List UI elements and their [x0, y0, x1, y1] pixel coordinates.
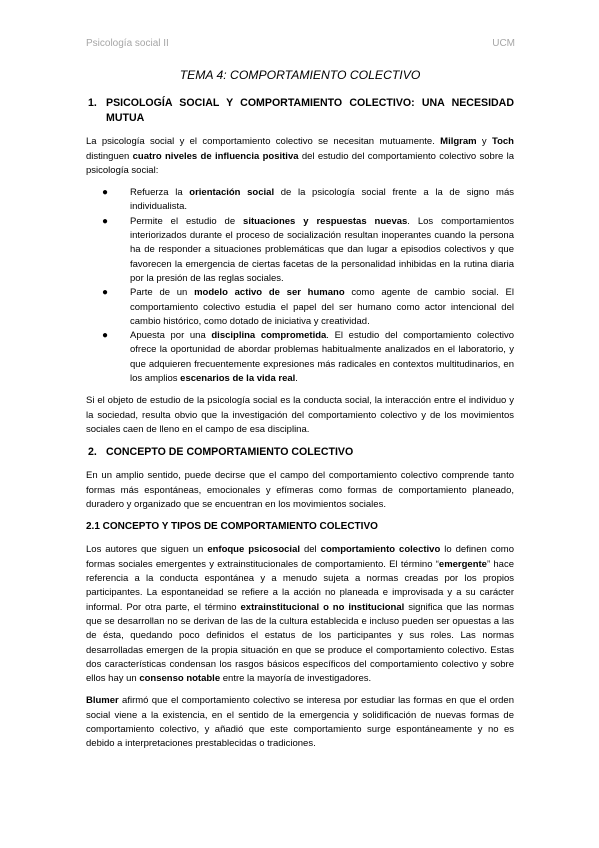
text-run: distinguen	[86, 150, 133, 162]
header-course-name: Psicología social II	[86, 38, 169, 49]
bullet-icon: ●	[102, 287, 109, 299]
key-term: cuatro niveles de influencia positiva	[132, 150, 299, 162]
section-2-heading	[86, 445, 514, 460]
text-run: Refuerza la	[130, 187, 190, 199]
text-run: afirmó que el comportamiento colectivo se interesa por estudiar las formas en que el orden social viene a la existencia, en el sentido de la emergencia y solidificación de nuevas formas de comportamiento colectivo, y añadió que este comportamiento surge espontáneamente y no es debido a interpretaciones prestablecidas o tradiciones.	[86, 695, 514, 750]
key-term: disciplina comprometida	[211, 330, 327, 342]
text-run: del	[300, 544, 321, 556]
key-term: consenso notable	[139, 673, 221, 685]
section-2-1-paragraph-2	[86, 694, 514, 751]
list-item	[86, 186, 514, 215]
text-run: y	[476, 136, 492, 148]
author-milgram: Milgram	[440, 136, 477, 148]
section-1-title: PSICOLOGÍA SOCIAL Y COMPORTAMIENTO COLECTIVO: UNA NECESIDAD MUTUA	[106, 97, 514, 125]
text-run: .	[295, 373, 298, 385]
list-item	[86, 215, 514, 286]
key-term: escenarios de la vida real	[180, 373, 296, 385]
text-run: . Los comportamientos interiorizados durante el proceso de socialización resultan inoperantes cuando la persona ha de responder a situaciones problemáticas que dan lugar a episodios colectivos y que favorecen la emergencia de ciertas facetas de la personalidad inhibidas en la rutina diaria por la presión de las reglas sociales.	[130, 215, 514, 284]
key-term: emergente	[438, 558, 487, 570]
text-run: ” hace referencia a la conducta espontánea y a menudo sujeta a normas creadas por los propios participantes. La espontaneidad se refiere a la acción no planeada e improvisada y a su carácter informal. Por otra parte, el término	[86, 558, 514, 613]
key-term: orientación social	[189, 187, 275, 199]
key-term: modelo activo de ser humano	[194, 287, 345, 299]
list-item	[86, 329, 514, 386]
key-term: extrainstitucional o no institucional	[240, 601, 405, 613]
text-run: Apuesta por una	[130, 330, 212, 342]
section-1-heading	[86, 96, 514, 126]
header-university: UCM	[492, 38, 515, 49]
text-run: del estudio del comportamiento colectivo sobre la psicología social:	[86, 150, 514, 176]
page-title: TEMA 4: COMPORTAMIENTO COLECTIVO	[179, 68, 421, 82]
text-run: como agente de cambio social. El comportamiento colectivo estudia el papel del ser humano como actor intencional del cambio histórico, como dotado de iniciativa y creatividad.	[130, 287, 514, 327]
bullet-icon: ●	[102, 215, 109, 227]
text-run: de la psicología social frente a la de signo más individualista.	[130, 187, 514, 213]
text-run: La psicología social y el comportamiento colectivo se necesitan mutuamente.	[86, 136, 441, 148]
document-body	[86, 68, 514, 760]
key-term: situaciones y respuestas nuevas	[243, 215, 408, 227]
section-1-number: 1.	[88, 97, 97, 110]
author-toch: Toch	[492, 136, 514, 148]
section-2-paragraph: En un amplio sentido, puede decirse que el campo del comportamiento colectivo comprende tanto formas más espontáneas, emocionales y efímeras como formas de comportamiento planeado, duradero y organizado que se encuentran en los movimientos sociales.	[86, 470, 514, 510]
influence-levels-list	[86, 186, 514, 386]
key-term: enfoque psicosocial	[207, 544, 300, 556]
key-term: comportamiento colectivo	[320, 544, 441, 556]
section-2-1-heading: 2.1 CONCEPTO Y TIPOS DE COMPORTAMIENTO COLECTIVO	[86, 521, 378, 533]
section-1-intro	[86, 135, 514, 178]
list-item	[86, 286, 514, 329]
text-run: Parte de un	[130, 287, 195, 299]
bullet-icon: ●	[102, 187, 109, 199]
text-run: . El estudio del comportamiento colectivo ofrece la oportunidad de abordar problemas habitualmente analizados en el laboratorio, y que adquieren frecuentemente expresiones más radicales en contextos multitudinarios, en los amplios	[130, 330, 514, 385]
section-1-closing: Si el objeto de estudio de la psicología social es la conducta social, la interacción entre el individuo y la sociedad, resulta obvio que la investigación del comportamiento colectivo y de los movimientos sociales caen de lleno en el campo de esa disciplina.	[86, 395, 514, 435]
section-2-title: CONCEPTO DE COMPORTAMIENTO COLECTIVO	[106, 446, 354, 459]
text-run: entre la mayoría de investigadores.	[220, 673, 372, 685]
author-blumer: Blumer	[86, 695, 119, 707]
text-run: Los autores que siguen un	[86, 544, 208, 556]
section-2-number: 2.	[88, 446, 97, 459]
text-run: lo definen como formas sociales emergentes y extrainstitucionales de comportamiento. El término “	[86, 544, 514, 570]
text-run: significa que las normas que se desarrollan no se derivan de las de la cultura establecida e incluso pueden ser opuestas a las de ésta, quedando poco definidos el estatus de los participantes y sus roles. Las normas desarrolladas emergen de la propia situación en que se produce el comportamiento colectivo. Estas dos características condensan los rasgos básicos específicos del comportamiento colectivo y sobre ellos hay un	[86, 601, 514, 685]
section-2-1-paragraph-1	[86, 543, 514, 686]
text-run: Permite el estudio de	[130, 215, 244, 227]
bullet-icon: ●	[102, 330, 109, 342]
